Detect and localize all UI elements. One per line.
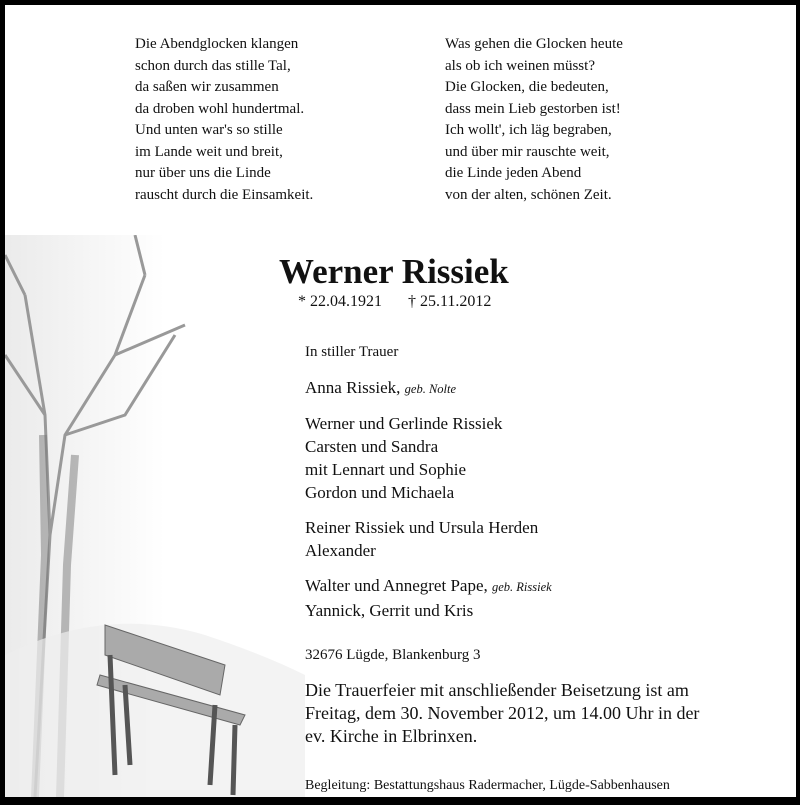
poem-line: nur über uns die Linde: [135, 165, 271, 181]
poem-line: die Linde jeden Abend: [445, 165, 582, 181]
death-date: † 25.11.2012: [408, 293, 492, 310]
address: 32676 Lügde, Blankenburg 3: [305, 647, 481, 663]
poem-line: da droben wohl hundertmal.: [135, 100, 305, 117]
undertaker: Begleitung: Bestattungshaus Radermacher, Lügde-Sabbenhausen: [305, 778, 670, 793]
obituary-page: [5, 5, 796, 797]
mourner-anna: [305, 376, 456, 401]
deceased-name: Werner Rissiek: [279, 252, 509, 291]
mourner-name: Anna Rissiek,: [305, 378, 401, 397]
poem-line: im Lande weit und breit,: [135, 143, 283, 160]
poem-line: von der alten, schönen Zeit.: [445, 186, 612, 203]
mourner-line: mit Lennart und Sophie: [305, 460, 467, 479]
service-info: [305, 679, 699, 748]
tree-and-bench-drawing: [5, 235, 305, 797]
poem-line: Die Glocken, die bedeuten,: [445, 79, 609, 95]
service-line: ev. Kirche in Elbrinxen.: [305, 726, 478, 746]
poem-line: Ich wollt', ich läg begraben,: [445, 122, 612, 138]
poem-left-stanza-1: [135, 34, 304, 120]
poem-line: da saßen wir zusammen: [135, 79, 279, 95]
maiden-name: geb. Nolte: [404, 382, 457, 396]
poem-line: Und unten war's so stille: [135, 122, 283, 138]
mourner-line: Werner und Gerlinde Rissiek: [305, 414, 503, 433]
mourner-line: Gordon und Michaela: [305, 483, 455, 502]
mourner-group-1: [305, 412, 502, 504]
mourner-group-2: [305, 516, 538, 562]
service-line: Freitag, dem 30. November 2012, um 14.00 Uhr in der: [305, 703, 700, 723]
poem-line: rauscht durch die Einsamkeit.: [135, 186, 314, 203]
mourner-group-3: [305, 574, 552, 622]
poem-line: Was gehen die Glocken heute: [445, 36, 623, 52]
poem-right-stanza-2: [445, 120, 612, 206]
poem-line: schon durch das stille Tal,: [135, 57, 291, 74]
service-line: Die Trauerfeier mit anschließender Beisetzung ist am: [305, 680, 689, 700]
poem-line: dass mein Lieb gestorben ist!: [445, 100, 621, 117]
poem-left-stanza-2: [135, 120, 313, 206]
mourner-line: Carsten und Sandra: [305, 437, 439, 456]
mourner-line: Walter und Annegret Pape,: [305, 576, 488, 595]
maiden-name: geb. Rissiek: [492, 580, 552, 594]
mourning-intro: In stiller Trauer: [305, 344, 399, 360]
poem-right-stanza-1: [445, 34, 623, 120]
mourner-line: Yannick, Gerrit und Kris: [305, 601, 474, 620]
mourner-line: Reiner Rissiek und Ursula Herden: [305, 518, 539, 537]
poem-line: als ob ich weinen müsst?: [445, 57, 595, 74]
mourner-line: Alexander: [305, 541, 376, 560]
poem-line: und über mir rauschte weit,: [445, 143, 610, 160]
poem-line: Die Abendglocken klangen: [135, 36, 299, 52]
birth-date: * 22.04.1921: [298, 293, 382, 310]
